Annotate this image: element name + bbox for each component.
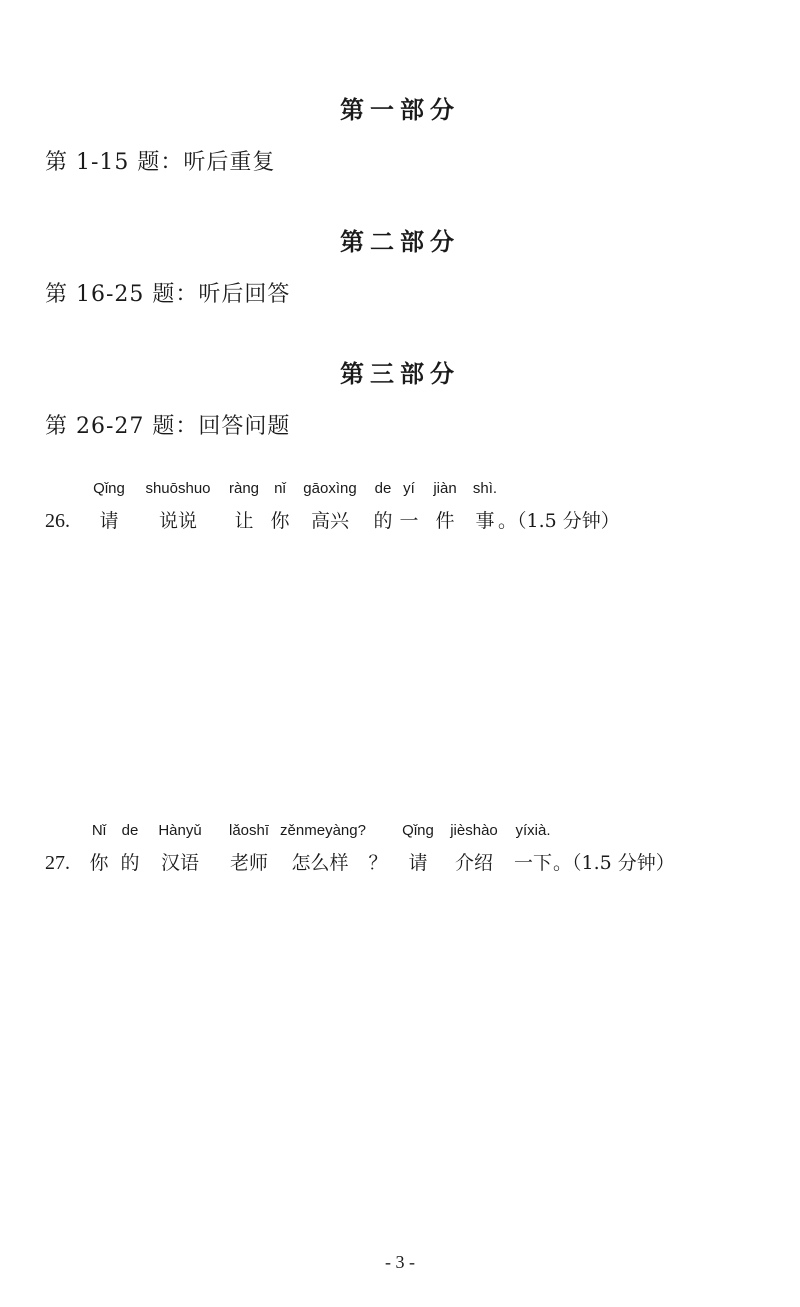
hanzi-word: 件 <box>435 510 455 532</box>
question-duration: 。（1.5 分钟） <box>498 510 620 532</box>
pinyin-syllable: Nǐ <box>91 822 107 839</box>
pinyin-syllable: ràng <box>228 480 260 497</box>
hanzi-word: 请 <box>408 852 428 874</box>
hanzi-word: 你 <box>89 852 109 874</box>
section-title-part-1: 第一部分 <box>340 95 460 124</box>
pinyin-syllable: zěnmeyàng? <box>280 822 366 839</box>
hanzi-word: 的 <box>373 510 393 532</box>
hanzi-word: 高兴 <box>310 510 350 532</box>
pinyin-syllable: Qǐng <box>93 480 125 497</box>
pinyin-syllable: shì. <box>472 480 498 497</box>
question-number: 26. <box>45 510 70 532</box>
pinyin-syllable: Qǐng <box>402 822 434 839</box>
hanzi-word: 让 <box>234 510 254 532</box>
hanzi-word: 说说 <box>158 510 198 532</box>
pinyin-syllable: shuōshuo <box>145 480 211 497</box>
pinyin-syllable: de <box>121 822 139 839</box>
hanzi-word: 老师 <box>229 852 269 874</box>
hanzi-word: 介绍 <box>454 852 494 874</box>
hanzi-word: 一 <box>399 510 419 532</box>
pinyin-syllable: Hànyǔ <box>158 822 202 839</box>
hanzi-word: 的 <box>120 852 140 874</box>
hanzi-word: 一下 <box>513 852 553 874</box>
question-27 <box>0 822 800 882</box>
section-title-part-2: 第二部分 <box>340 227 460 256</box>
section-instruction-part-2: 第 16-25 题：听后回答 <box>45 282 291 307</box>
pinyin-syllable: yí <box>403 480 415 497</box>
pinyin-syllable: gāoxìng <box>303 480 357 497</box>
pinyin-syllable: nǐ <box>274 480 286 497</box>
section-instruction-part-3: 第 26-27 题：回答问题 <box>45 414 291 439</box>
hanzi-word: 事 <box>475 510 495 532</box>
pinyin-syllable: yíxià. <box>515 822 551 839</box>
hanzi-word: ？ <box>368 852 388 874</box>
page-number: - 3 - <box>385 1252 415 1272</box>
question-26 <box>0 480 800 540</box>
hanzi-word: 怎么样 <box>291 852 349 874</box>
question-number: 27. <box>45 852 70 874</box>
section-title-part-3: 第三部分 <box>340 359 460 388</box>
pinyin-syllable: jiàn <box>433 480 457 497</box>
hanzi-word: 汉语 <box>160 852 200 874</box>
hanzi-word: 请 <box>99 510 119 532</box>
question-duration: 。（1.5 分钟） <box>553 852 675 874</box>
hanzi-word: 你 <box>270 510 290 532</box>
section-instruction-part-1: 第 1-15 题：听后重复 <box>45 150 276 175</box>
pinyin-syllable: jièshào <box>450 822 498 839</box>
pinyin-syllable: lǎoshī <box>228 822 270 839</box>
pinyin-syllable: de <box>374 480 392 497</box>
